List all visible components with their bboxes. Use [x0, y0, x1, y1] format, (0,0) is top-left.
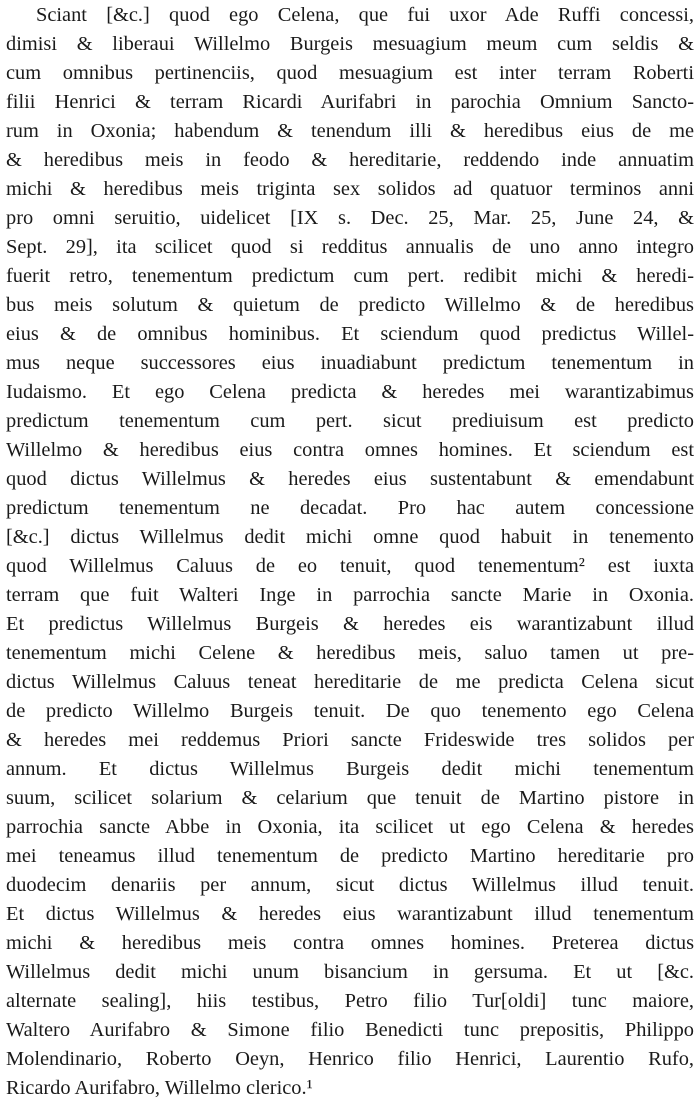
text-line: rum in Oxonia; habendum & tenendum illi & heredibus eius de me	[6, 120, 694, 142]
text-line: Willelmus dedit michi unum bisancium in gersuma. Et ut [&c.	[6, 961, 694, 983]
text-line: Et predictus Willelmus Burgeis & heredes eis warantizabunt illud	[6, 613, 694, 635]
text-line: predictum tenementum cum pert. sicut prediuisum est predicto	[6, 410, 694, 432]
text-line: [&c.] dictus Willelmus dedit michi omne quod habuit in tenemento	[6, 526, 694, 548]
text-line: mei teneamus illud tenementum de predicto Martino hereditarie pro	[6, 845, 694, 867]
text-line: predictum tenementum ne decadat. Pro hac autem concessione	[6, 497, 694, 519]
text-line: Willelmo & heredibus eius contra omnes homines. Et sciendum est	[6, 439, 694, 461]
text-line: parrochia sancte Abbe in Oxonia, ita scilicet ut ego Celena & heredes	[6, 816, 694, 838]
text-line: tenementum michi Celene & heredibus meis, saluo tamen ut pre-	[6, 642, 694, 664]
text-line: Waltero Aurifabro & Simone filio Benedicti tunc prepositis, Philippo	[6, 1019, 694, 1041]
text-line: pro omni seruitio, uidelicet [IX s. Dec. 25, Mar. 25, June 24, &	[6, 207, 694, 229]
text-line: bus meis solutum & quietum de predicto Willelmo & de heredibus	[6, 294, 694, 316]
text-line: eius & de omnibus hominibus. Et sciendum quod predictus Willel-	[6, 323, 694, 345]
text-line: duodecim denariis per annum, sicut dictus Willelmus illud tenuit.	[6, 874, 694, 896]
text-line: de predicto Willelmo Burgeis tenuit. De quo tenemento ego Celena	[6, 700, 694, 722]
text-line: filii Henrici & terram Ricardi Aurifabri in parochia Omnium Sancto-	[6, 91, 694, 113]
text-line: michi & heredibus meis contra omnes homines. Preterea dictus	[6, 932, 694, 954]
text-line: mus neque successores eius inuadiabunt predictum tenementum in	[6, 352, 694, 374]
text-line: suum, scilicet solarium & celarium que tenuit de Martino pistore in	[6, 787, 694, 809]
text-line: fuerit retro, tenementum predictum cum pert. redibit michi & heredi-	[6, 265, 694, 287]
text-line: alternate sealing], hiis testibus, Petro filio Tur[oldi] tunc maiore,	[6, 990, 694, 1012]
text-line: Sciant [&c.] quod ego Celena, que fui uxor Ade Ruffi concessi,	[36, 4, 694, 26]
text-line: Molendinario, Roberto Oeyn, Henrico filio Henrici, Laurentio Rufo,	[6, 1048, 694, 1070]
text-line: & heredes mei reddemus Priori sancte Frideswide tres solidos per	[6, 729, 694, 751]
text-line: michi & heredibus meis triginta sex solidos ad quatuor terminos anni	[6, 178, 694, 200]
text-line: Iudaismo. Et ego Celena predicta & heredes mei warantizabimus	[6, 381, 694, 403]
text-line: dimisi & liberaui Willelmo Burgeis mesuagium meum cum seldis &	[6, 33, 694, 55]
text-line: annum. Et dictus Willelmus Burgeis dedit michi tenementum	[6, 758, 694, 780]
text-line: dictus Willelmus Caluus teneat hereditarie de me predicta Celena sicut	[6, 671, 694, 693]
text-line: Et dictus Willelmus & heredes eius warantizabunt illud tenementum	[6, 903, 694, 925]
text-line-last: Ricardo Aurifabro, Willelmo clerico.¹	[6, 1077, 313, 1099]
text-line: quod Willelmus Caluus de eo tenuit, quod tenementum² est iuxta	[6, 555, 694, 577]
text-line: terram que fuit Walteri Inge in parrochia sancte Marie in Oxonia.	[6, 584, 694, 606]
text-line: quod dictus Willelmus & heredes eius sustentabunt & emendabunt	[6, 468, 694, 490]
text-line: cum omnibus pertinenciis, quod mesuagium est inter terram Roberti	[6, 62, 694, 84]
text-line: Sept. 29], ita scilicet quod si redditus annualis de uno anno integro	[6, 236, 694, 258]
text-line: & heredibus meis in feodo & hereditarie, reddendo inde annuatim	[6, 149, 694, 171]
